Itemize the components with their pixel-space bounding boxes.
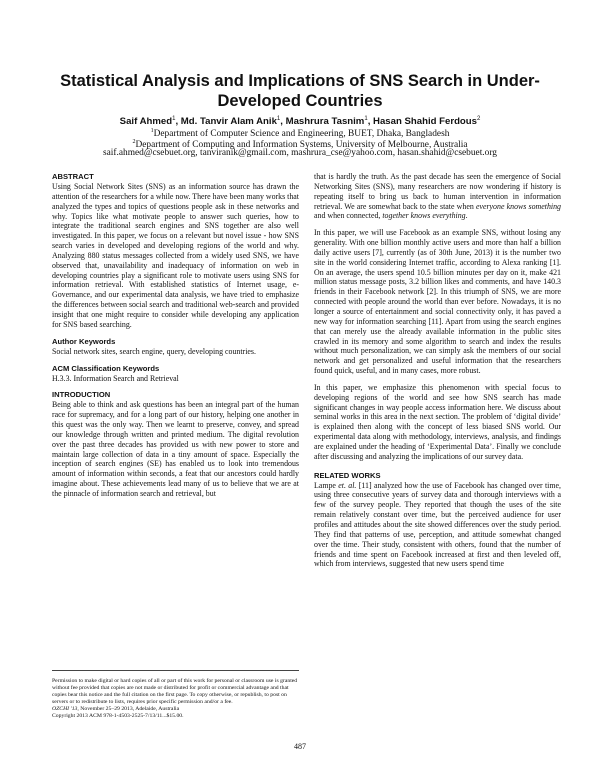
author-affil-marker: 2: [476, 116, 481, 122]
venue-line: [52, 706, 299, 713]
introduction-text: Being able to think and ask questions has been an integral part of the human race for supremacy, and for a long part of our history, helping one another in this quest was the only way. Then we learnt to preserve, convey, and spread our knowledge through written and printed medium. The digital revolution over the past three decades has provided us with new power to store and maintain large collection of data in a tiny amount of space. Especially the inception of search engines (SE) has enabled us to look into tremendous amount of information within seconds, a feat that our ancestors could hardly imagine about. These achievements lead many of us to believe that we are at the pinnacle of information search and retrieval, but: [52, 400, 299, 498]
left-column: [52, 172, 299, 499]
introduction-heading: INTRODUCTION: [52, 390, 111, 400]
related-works-heading: RELATED WORKS: [314, 470, 381, 480]
copyright-block: [52, 670, 299, 719]
author-emails: saif.ahmed@csebuet.org, tanviranik@gmail.com, mashrura_cse@yahoo.com, hasan.shahid@csebuet.org: [103, 148, 497, 158]
permission-notice: Permission to make digital or hard copies of all or part of this work for personal or classroom use is granted without fee provided that copies are not made or distributed for profit or commercial advantage and that copies bear this notice and the full citation on the first page. To copy otherwise, or republish, to post on servers or to redistribute to lists, requires prior specific permission and/or a fee.: [52, 678, 298, 705]
venue-name: OZCHI '13: [52, 705, 78, 712]
author-name: Hasan Shahid Ferdous: [373, 116, 477, 128]
author-affil-marker: 1: [172, 116, 176, 122]
related-works-text: Lampe et. al. [11] analyzed how the use of Facebook has changed over time, using three consecutive years of survey data and thorough interviews with a few of the survey people. They reported that though the uses of the site remain relatively constant over time, but the perceived audience for user profiles and attitudes about the site showed differences over the study period. They find that patterns of use, perception, and attitude somewhat changed over the time. Their study, consistent with others, found that the number of friends and time spent on Facebook increased at first and then leveled off, which from interviews, suggested that new users spend time: [314, 480, 561, 569]
abstract-text: Using Social Network Sites (SNS) as an information source has drawn the attention of the researchers for a while now. There have been many works that analyzed the types and topics of questions people ask in these networks and why. Topics like what motivate people to answer such queries, how to integrate the traditional search engines and SNS together are also well investigated. In this paper, we focus on a relevant but novel issue - how SNS search varies in developed and developing regions of the world and why. Analyzing 880 status messages collected from a widely used SNS, we have observed that, unavailability and inadequacy of information on web in developing countries play a significant role to motivate users using SNS for information retrieval. With established statistics of Internet usage, e-Governance, and our experimental data analysis, we have tried to emphasize the differences between social search and traditional web-search and provided insight that one might require to consider while developing any application for SNS based searching.: [52, 182, 299, 329]
copyright-line: Copyright 2013 ACM 978-1-4503-2525-7/13/11...$15.00.: [52, 712, 184, 719]
right-column: [314, 172, 561, 569]
affil-text: Department of Computer Science and Engineering, BUET, Dhaka, Bangladesh: [153, 129, 450, 140]
keywords-text: Social network sites, search engine, query, developing countries.: [52, 346, 256, 356]
intro-continued: that is hardly the truth. As the past decade has seen the emergence of Social Networking Sites (SNS), many researchers are now wondering if history is repeating itself to bring us back to human intervention in information retrieval. We are somewhat back to the state when everyone knows something and when connected, together knows everything.: [314, 172, 561, 221]
author-list: Saif Ahmed$^1$, Md. Tanvir Alam Anik$^1$, Mashrura Tasnim$^1$, Hasan Shahid Ferdous$^2$: [119, 116, 481, 128]
author-name: Saif Ahmed: [119, 116, 173, 128]
paper-title: Statistical Analysis and Implications of SNS Search in Under-Developed Countries: [60, 72, 540, 110]
affil-marker: 1: [150, 128, 154, 134]
acm-text: H.3.3. Information Search and Retrieval: [52, 373, 179, 383]
intro-paragraph-2: In this paper, we will use Facebook as an example SNS, without losing any generality. With one billion monthly active users and more than half a billion daily active users [7], currently (as of 30th June, 2013) it is the number two site in the world considering Internet traffic, according to Alexa ranking [1]. On an average, the users spend 10.5 billion minutes per day on it, make 421 million status message posts, 3.2 billion likes and comments, and have 140.3 friends in their Facebook network [2]. In this triumph of SNS, we are more connected with people around the world than ever before. Nowadays, it is no longer a source of entertainment and social connectivity only, it has paved a new way for information searching [11]. Apart from using the search engines that can merely use the already available information in the public sites crawled in its memory and some algorithm to search and index the results without much personalization, we can simply ask the members of our social network and get personalized and useful information that the researchers found quick, useful, and in many cases, more robust.: [314, 228, 561, 376]
intro-paragraph-3: In this paper, we emphasize this phenomenon with special focus to developing regions of the world and see how SNS search has made significant changes in way people access information here. We discuss about seminal works in this area in the next section. The problem of ‘digital divide’ is explained then along with the concept of less biased SNS world. Our experimental data along with methodology, interviews, analysis, and findings are explained under the heading of ‘Experimental Data’. Finally we conclude after discussing and analyzing the implications of our survey data.: [314, 382, 561, 461]
page-number: 487: [294, 742, 306, 751]
affil-text: Department of Computing and Information Systems, University of Melbourne, Australia: [135, 140, 468, 151]
author-name: Md. Tanvir Alam Anik: [180, 116, 277, 128]
affil-marker: 2: [132, 139, 136, 145]
acm-heading: ACM Classification Keywords: [52, 363, 160, 373]
venue-details: , November 25–29 2013, Adelaide, Australia: [77, 705, 180, 712]
keywords-heading: Author Keywords: [52, 336, 116, 346]
author-name: Mashrura Tasnim: [285, 116, 365, 128]
author-affil-marker: 1: [364, 116, 368, 122]
author-affil-marker: 1: [276, 116, 281, 122]
abstract-heading: ABSTRACT: [52, 172, 94, 181]
